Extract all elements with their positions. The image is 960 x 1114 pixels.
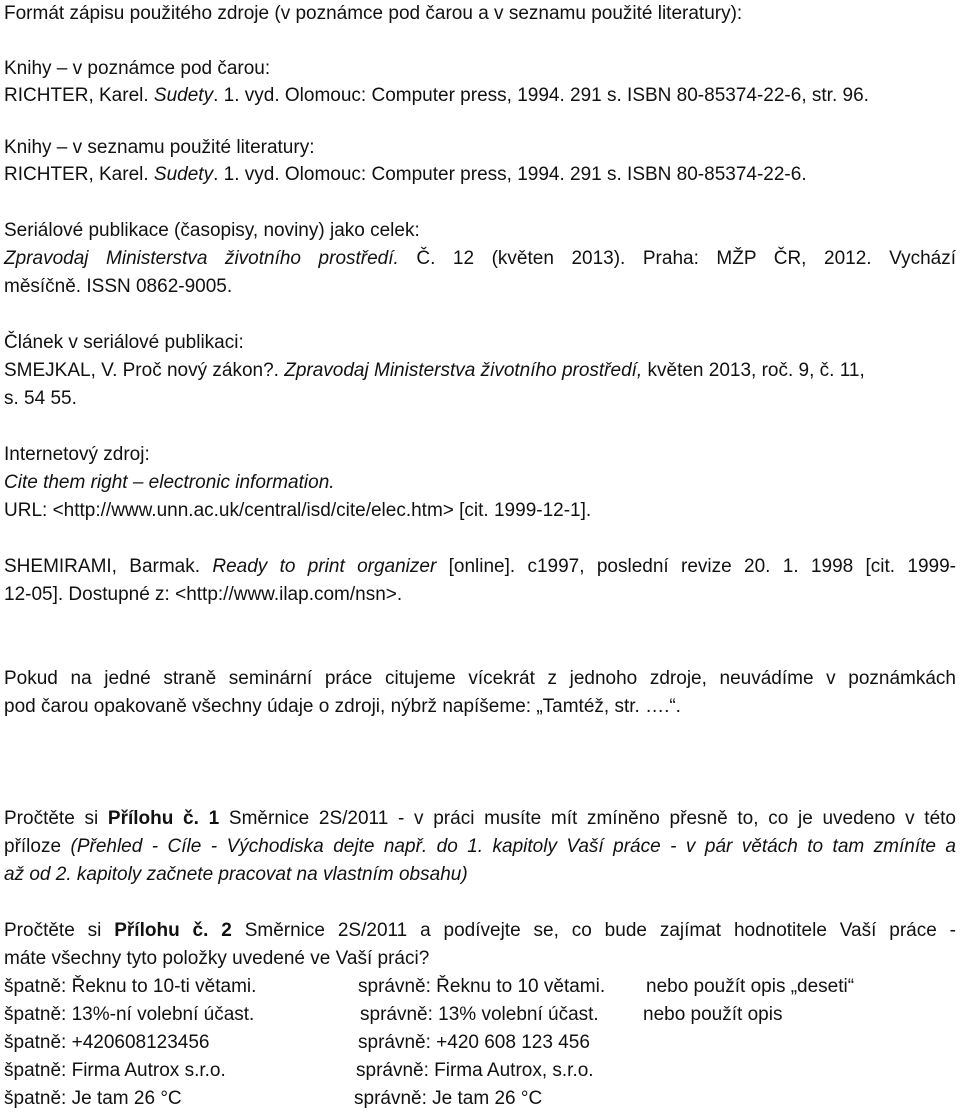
article-citation-line2: s. 54 55. [4,388,77,409]
page-header: Formát zápisu použitého zdroje (v poznámce pod čarou a v seznamu použité literatury): [4,3,743,24]
repeat-note-line1: Pokud na jedné straně seminární práce citujeme vícekrát z jednoho zdroje, neuvádíme v poznámkách [4,668,956,689]
serial-citation-line2: měsíčně. ISSN 0862-9005. [4,276,233,297]
example-wrong: špatně: Řeknu to 10-ti větami. [4,976,257,997]
example-right: správně: Je tam 26 °C [354,1088,543,1109]
appendix1-line2: příloze (Přehled - Cíle - Východiska dejte např. do 1. kapitoly Vaší práce - v pár větách to tam zmíníte a [4,836,957,857]
appendix2-line1: Pročtěte si Přílohu č. 2 Směrnice 2S/2011 a podívejte se, co bude zajímat hodnotitele Vaší práce - [4,920,956,941]
example-wrong: špatně: Je tam 26 °C [4,1088,182,1109]
example-wrong: špatně: +420608123456 [4,1032,210,1053]
internet-heading: Internetový zdroj: [4,444,150,465]
books-bibliography-heading: Knihy – v seznamu použité literatury: [4,137,315,158]
example-note: nebo použít opis „deseti“ [646,976,855,997]
serial-heading: Seriálové publikace (časopisy, noviny) jako celek: [4,220,420,241]
example-wrong: špatně: Firma Autrox s.r.o. [4,1060,226,1081]
appendix1-line3: až od 2. kapitoly začnete pracovat na vlastním obsahu) [4,864,468,885]
article-heading: Článek v seriálové publikaci: [4,332,244,353]
repeat-note-line2: pod čarou opakovaně všechny údaje o zdroji, nýbrž napíšeme: „Tamtéž, str. ….“. [4,696,681,717]
books-footnote-citation: RICHTER, Karel. Sudety. 1. vyd. Olomouc: Computer press, 1994. 291 s. ISBN 80-85374-22-6, str. 96. [4,85,869,106]
internet-title: Cite them right – electronic information. [4,472,335,493]
example-right: správně: Firma Autrox, s.r.o. [356,1060,594,1081]
example-right: správně: +420 608 123 456 [358,1032,590,1053]
internet-url: URL: <http://www.unn.ac.uk/central/isd/cite/elec.htm> [cit. 1999-12-1]. [4,500,592,521]
example-note: nebo použít opis [643,1004,783,1025]
example-right: správně: Řeknu to 10 větami. [358,976,606,997]
books-footnote-heading: Knihy – v poznámce pod čarou: [4,58,271,79]
appendix1-line1: Pročtěte si Přílohu č. 1 Směrnice 2S/2011 - v práci musíte mít zmíněno přesně to, co je uvedeno v této [4,808,956,829]
internet-citation2-line2: 12-05]. Dostupné z: <http://www.ilap.com/nsn>. [4,584,403,605]
internet-citation2-line1: SHEMIRAMI, Barmak. Ready to print organizer [online]. c1997, poslední revize 20. 1. 1998 [cit. 1999- [4,556,957,577]
appendix2-line2: máte všechny tyto položky uvedené ve Vaší práci? [4,948,430,969]
article-citation-line1: SMEJKAL, V. Proč nový zákon?. Zpravodaj Ministerstva životního prostředí, květen 2013, roč. 9, č. 11, [4,360,865,381]
example-right: správně: 13% volební účast. [360,1004,599,1025]
example-wrong: špatně: 13%-ní volební účast. [4,1004,255,1025]
books-bibliography-citation: RICHTER, Karel. Sudety. 1. vyd. Olomouc: Computer press, 1994. 291 s. ISBN 80-85374-22-6. [4,164,807,185]
serial-citation-line1: Zpravodaj Ministerstva životního prostředí. Č. 12 (květen 2013). Praha: MŽP ČR, 2012. Vychází [4,248,956,269]
